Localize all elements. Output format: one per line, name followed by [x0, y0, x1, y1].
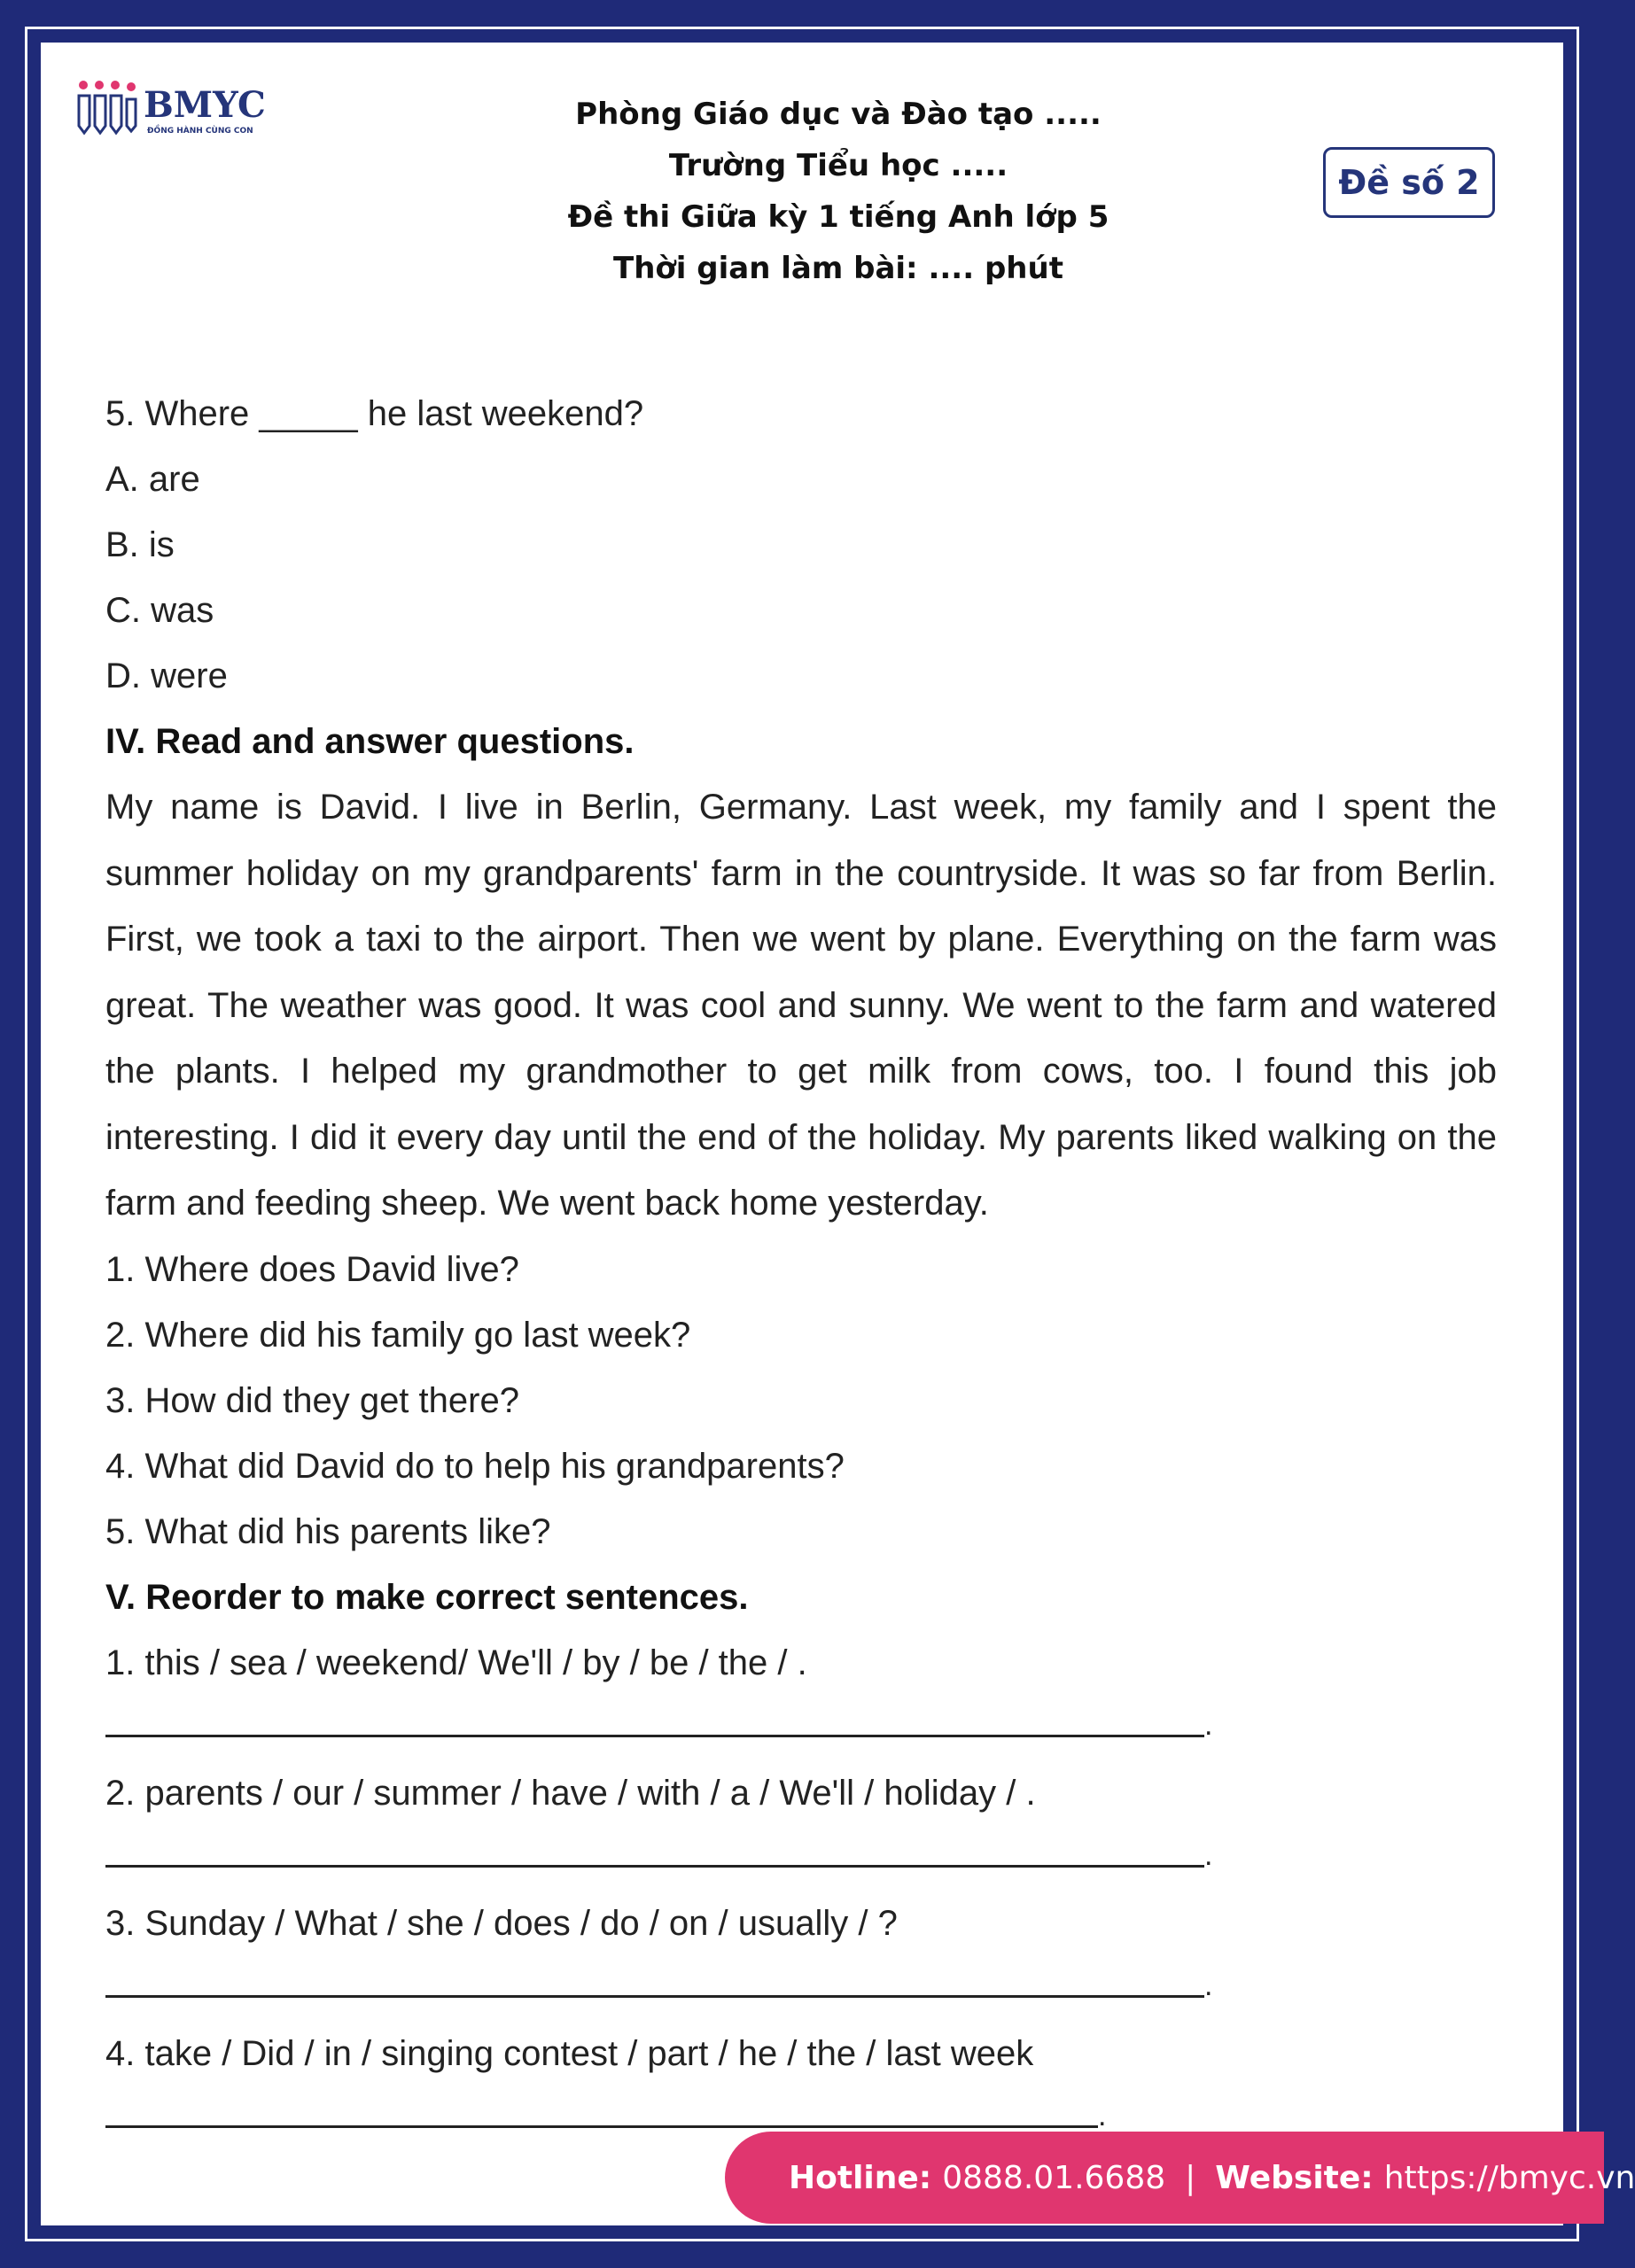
section-5-heading: V. Reorder to make correct sentences. [105, 1577, 749, 1617]
website-label: Website: [1215, 2159, 1374, 2196]
answer-dot: . [1204, 1707, 1213, 1742]
reorder-item-4: 4. take / Did / in / singing contest / part / he / the / last week [105, 2033, 1034, 2073]
logo-tagline: ĐỒNG HÀNH CÙNG CON [147, 127, 253, 136]
reading-question-5: 5. What did his parents like? [105, 1511, 551, 1551]
answer-line-2 [105, 1826, 1497, 1891]
exam-number-badge: Đề số 2 [1323, 147, 1495, 218]
header-exam-title: Đề thi Giữa kỳ 1 tiếng Anh lớp 5 [567, 199, 1109, 235]
contact-footer [725, 2132, 1635, 2224]
reading-passage: My name is David. I live in Berlin, Germany. Last week, my family and I spent the summer holiday on my grandparents' farm in the countryside. It was so far from Berlin. First, we took a taxi to the airport. Then we went by plane. Everything on the farm was great. The weather was good. It was cool and sunny. We went to the farm and watered the plants. I helped my grandmother to get milk from cows, too. I found this job interesting. I did it every day until the end of the holiday. My parents liked walking on the farm and feeding sheep. We went back home yesterday. [105, 788, 1497, 1223]
header-school: Trường Tiểu học ..... [668, 148, 1008, 183]
hotline-number[interactable]: 0888.01.6688 [942, 2159, 1166, 2196]
hotline-label: Hotline: [789, 2159, 932, 2196]
logo-figures-icon [76, 78, 289, 149]
reading-question-3: 3. How did they get there? [105, 1380, 519, 1420]
bmyc-logo [76, 78, 289, 149]
option-c: C. was [105, 591, 214, 630]
option-a: A. are [105, 460, 200, 499]
answer-rule [105, 2125, 1098, 2128]
answer-dot: . [1098, 2098, 1107, 2132]
worksheet-page [41, 43, 1563, 2225]
footer-separator: | [1185, 2159, 1196, 2196]
reading-question-4: 4. What did David do to help his grandparents? [105, 1446, 845, 1486]
section-4-heading: IV. Read and answer questions. [105, 722, 635, 761]
reorder-item-3: 3. Sunday / What / she / does / do / on / usually / ? [105, 1903, 898, 1943]
option-d: D. were [105, 656, 228, 695]
reading-question-2: 2. Where did his family go last week? [105, 1315, 691, 1355]
answer-rule [105, 1995, 1204, 1998]
logo-brand: BMYC [144, 84, 266, 126]
reorder-item-2: 2. parents / our / summer / have / with / a / We'll / holiday / . [105, 1773, 1036, 1813]
header-department: Phòng Giáo dục và Đào tạo ..... [575, 97, 1102, 132]
answer-rule [105, 1865, 1204, 1868]
answer-line-3 [105, 1956, 1497, 2021]
website-link[interactable]: https://bmyc.vn [1383, 2159, 1635, 2196]
answer-dot: . [1204, 1968, 1213, 2002]
answer-line-1 [105, 1696, 1497, 1760]
header-time: Thời gian làm bài: .... phút [613, 251, 1063, 286]
reorder-item-1: 1. this / sea / weekend/ We'll / by / be / the / . [105, 1643, 807, 1682]
answer-rule [105, 1735, 1204, 1737]
reading-question-1: 1. Where does David live? [105, 1249, 519, 1289]
exam-content [105, 381, 1497, 2151]
answer-dot: . [1204, 1837, 1213, 1872]
question-5-prompt: 5. Where _____ he last weekend? [105, 394, 644, 433]
exam-header [395, 89, 1281, 294]
option-b: B. is [105, 525, 175, 564]
